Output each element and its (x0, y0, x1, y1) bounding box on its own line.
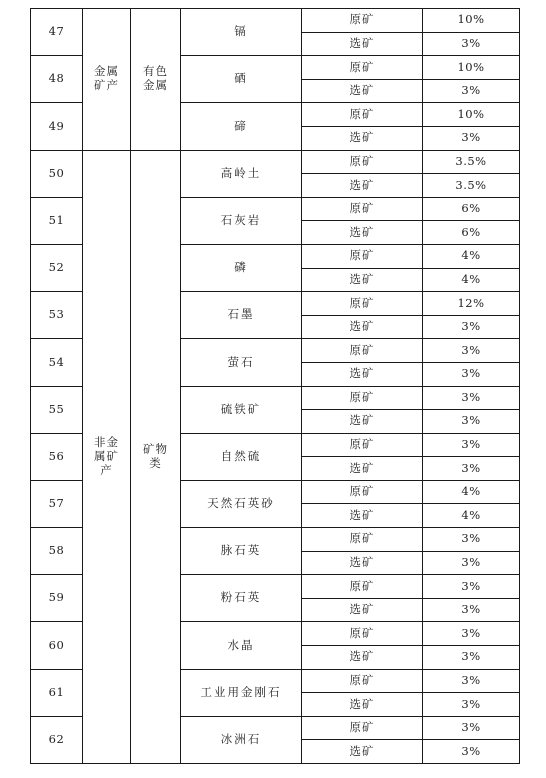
item-number: 57 (31, 480, 83, 527)
tax-rate: 3% (423, 32, 520, 56)
mineral-subcategory: 矿物 类 (131, 150, 181, 763)
mineral-name: 水晶 (181, 622, 302, 669)
mineral-name: 碲 (181, 103, 302, 150)
tax-rate: 3% (423, 126, 520, 150)
item-number: 59 (31, 575, 83, 622)
tax-rate: 3% (423, 646, 520, 670)
ore-type: 选矿 (302, 551, 423, 575)
item-number: 50 (31, 150, 83, 197)
tax-rate: 4% (423, 244, 520, 268)
ore-type: 选矿 (302, 174, 423, 198)
ore-type: 原矿 (302, 669, 423, 693)
mineral-category: 非金 属矿 产 (83, 150, 131, 763)
mineral-name: 自然硫 (181, 433, 302, 480)
tax-rate: 3% (423, 339, 520, 363)
mineral-name: 萤石 (181, 339, 302, 386)
ore-type: 选矿 (302, 693, 423, 717)
tax-rate: 3% (423, 740, 520, 764)
tax-rate: 3% (423, 693, 520, 717)
tax-rate: 10% (423, 56, 520, 80)
mineral-subcategory: 有色 金属 (131, 9, 181, 151)
ore-type: 原矿 (302, 433, 423, 457)
mineral-name: 天然石英砂 (181, 480, 302, 527)
tax-rate: 3.5% (423, 174, 520, 198)
tax-rate: 3% (423, 433, 520, 457)
tax-rate: 6% (423, 221, 520, 245)
tax-rate: 3% (423, 622, 520, 646)
ore-type: 选矿 (302, 221, 423, 245)
tax-rate-document (30, 8, 519, 764)
ore-type: 选矿 (302, 646, 423, 670)
tax-rate: 3% (423, 410, 520, 434)
tax-rate: 3% (423, 716, 520, 740)
table-row (31, 150, 520, 174)
ore-type: 选矿 (302, 504, 423, 528)
ore-type: 选矿 (302, 362, 423, 386)
tax-rate: 3% (423, 79, 520, 103)
ore-type: 选矿 (302, 79, 423, 103)
mineral-category: 金属 矿产 (83, 9, 131, 151)
ore-type: 原矿 (302, 528, 423, 552)
ore-type: 选矿 (302, 315, 423, 339)
tax-rate: 3% (423, 551, 520, 575)
item-number: 58 (31, 528, 83, 575)
ore-type: 选矿 (302, 32, 423, 56)
ore-type: 原矿 (302, 244, 423, 268)
tax-rate: 6% (423, 197, 520, 221)
ore-type: 原矿 (302, 575, 423, 599)
mineral-name: 硫铁矿 (181, 386, 302, 433)
item-number: 49 (31, 103, 83, 150)
tax-rate: 10% (423, 9, 520, 33)
mineral-name: 粉石英 (181, 575, 302, 622)
mineral-tax-rate-table (30, 8, 520, 764)
ore-type: 原矿 (302, 386, 423, 410)
tax-rate: 10% (423, 103, 520, 127)
item-number: 61 (31, 669, 83, 716)
ore-type: 选矿 (302, 598, 423, 622)
ore-type: 原矿 (302, 150, 423, 174)
ore-type: 原矿 (302, 292, 423, 316)
mineral-name: 高岭土 (181, 150, 302, 197)
ore-type: 原矿 (302, 103, 423, 127)
mineral-name: 石灰岩 (181, 197, 302, 244)
ore-type: 原矿 (302, 622, 423, 646)
tax-rate: 3% (423, 315, 520, 339)
item-number: 55 (31, 386, 83, 433)
mineral-name: 工业用金刚石 (181, 669, 302, 716)
tax-rate: 3% (423, 598, 520, 622)
tax-rate: 3% (423, 528, 520, 552)
item-number: 51 (31, 197, 83, 244)
item-number: 47 (31, 9, 83, 56)
tax-rate: 4% (423, 504, 520, 528)
tax-rate: 3% (423, 457, 520, 481)
ore-type: 原矿 (302, 197, 423, 221)
tax-rate: 3% (423, 669, 520, 693)
ore-type: 选矿 (302, 740, 423, 764)
ore-type: 原矿 (302, 56, 423, 80)
tax-rate: 3% (423, 575, 520, 599)
item-number: 53 (31, 292, 83, 339)
ore-type: 选矿 (302, 268, 423, 292)
mineral-name: 石墨 (181, 292, 302, 339)
item-number: 62 (31, 716, 83, 763)
tax-rate: 3% (423, 386, 520, 410)
item-number: 52 (31, 244, 83, 291)
mineral-name: 脉石英 (181, 528, 302, 575)
ore-type: 原矿 (302, 9, 423, 33)
mineral-name: 冰洲石 (181, 716, 302, 763)
tax-rate: 3.5% (423, 150, 520, 174)
table-body (31, 9, 520, 764)
ore-type: 原矿 (302, 339, 423, 363)
ore-type: 选矿 (302, 410, 423, 434)
mineral-name: 磷 (181, 244, 302, 291)
tax-rate: 12% (423, 292, 520, 316)
item-number: 48 (31, 56, 83, 103)
item-number: 54 (31, 339, 83, 386)
item-number: 60 (31, 622, 83, 669)
mineral-name: 硒 (181, 56, 302, 103)
tax-rate: 4% (423, 480, 520, 504)
table-row (31, 9, 520, 33)
ore-type: 选矿 (302, 457, 423, 481)
ore-type: 原矿 (302, 716, 423, 740)
ore-type: 原矿 (302, 480, 423, 504)
ore-type: 选矿 (302, 126, 423, 150)
item-number: 56 (31, 433, 83, 480)
mineral-name: 镉 (181, 9, 302, 56)
tax-rate: 3% (423, 362, 520, 386)
tax-rate: 4% (423, 268, 520, 292)
